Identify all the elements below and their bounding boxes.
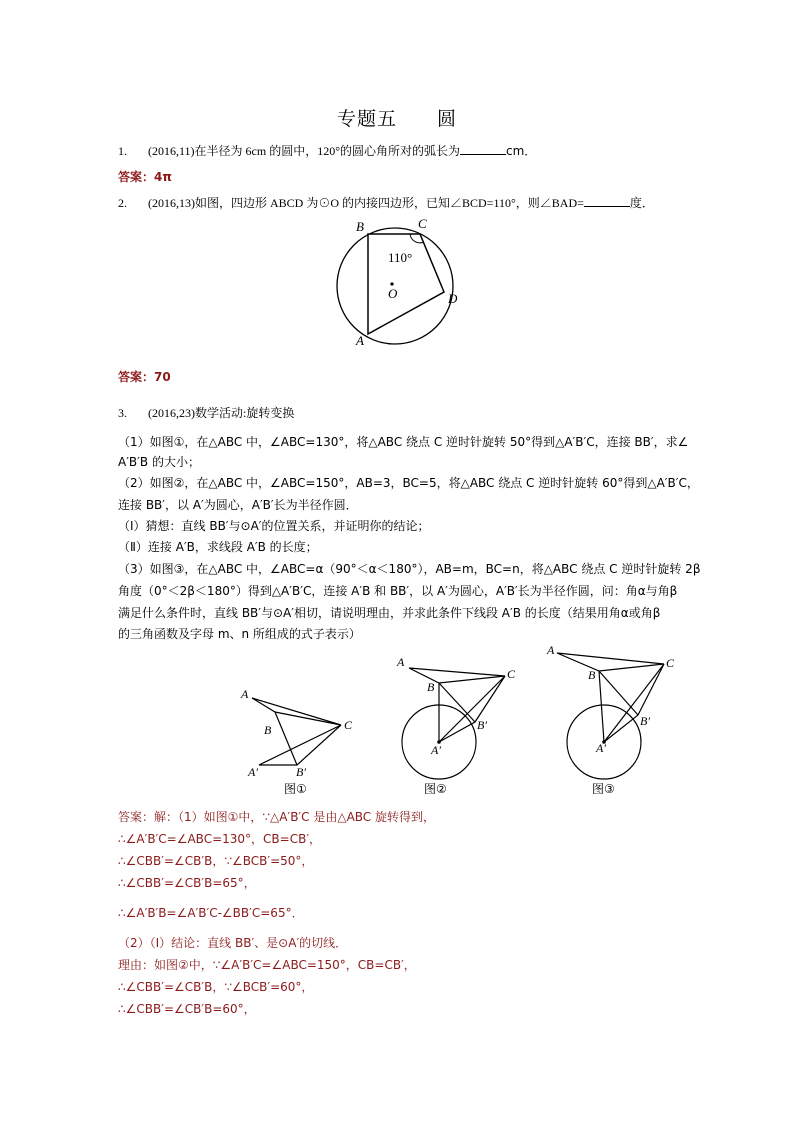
answer-3-line: ∴∠A′B′C=∠ABC=130°，CB=CB′，	[118, 832, 322, 846]
q3-line: （Ⅰ）猜想：直线 BB′与⊙A′的位置关系，并证明你的结论；	[118, 519, 430, 533]
answer-2: 答案：70	[118, 370, 171, 384]
question-2	[118, 194, 654, 211]
title-topic: 圆	[437, 108, 458, 130]
answer-3-line: 理由：如图②中，∵∠A′B′C=∠ABC=150°，CB=CB′，	[118, 958, 416, 972]
q3-line: （2）如图②，在△ABC 中，∠ABC=150°，AB=3，BC=5，将△ABC 绕点 C 逆时针旋转 60°得到△A′B′C，	[118, 476, 699, 490]
answer-3-line: ∴∠A′B′B=∠A′B′C-∠BB′C=65°．	[118, 906, 304, 920]
label-b: B	[356, 219, 364, 234]
label-b-prime: B′	[640, 714, 650, 728]
label-o: O	[388, 286, 398, 301]
answer-3-line: 答案：解：（1）如图①中，∵△A′B′C 是由△ABC 旋转得到，	[118, 810, 435, 824]
caption-figure-1: 图①	[284, 782, 307, 796]
q3-line: 角度（0°＜2β＜180°）得到△A′B′C，连接 A′B 和 BB′，以 A′为圆心，A′B′长为半径作圆，问：角α与角β	[118, 584, 678, 598]
question-number: 2.	[118, 196, 127, 210]
question-number: 1.	[118, 144, 127, 158]
label-b: B	[588, 668, 596, 682]
question-text: (2016,13)如图，四边形 ABCD 为⊙O 的内接四边形，已知∠BCD=110°，则∠BAD=	[148, 196, 584, 210]
label-a-prime: A′	[596, 741, 606, 755]
answer-3-line: （2）（Ⅰ）结论：直线 BB′、是⊙A′的切线．	[118, 936, 348, 950]
q3-line: A′B′B 的大小；	[118, 455, 200, 469]
question-3-header	[118, 404, 294, 421]
q3-line: （Ⅱ）连接 A′B，求线段 A′B 的长度；	[118, 540, 318, 554]
label-a: A	[241, 687, 249, 701]
question-number: 3.	[118, 406, 127, 420]
label-b-prime: B′	[477, 718, 487, 732]
title-main: 专题五	[336, 108, 397, 130]
answer-3-line: ∴∠CBB′=∠CB′B=65°，	[118, 876, 256, 890]
label-b: B	[264, 723, 272, 737]
caption-figure-3: 图③	[592, 782, 615, 796]
figure-2	[395, 650, 530, 798]
q3-line: （3）如图③，在△ABC 中，∠ABC=α（90°＜α＜180°），AB=m，BC=n，将△ABC 绕点 C 逆时针旋转 2β	[118, 562, 701, 576]
answer-1: 答案：4π	[118, 170, 172, 184]
question-tail: cm．	[506, 144, 537, 158]
q3-line: 满足什么条件时，直线 BB′与⊙A′相切，请说明理由，并求此条件下线段 A′B 的长度（结果用角α或角β	[118, 606, 661, 620]
label-a: A	[356, 333, 364, 348]
q3-line: 的三角函数及字母 m、n 所组成的式子表示）	[118, 627, 361, 641]
label-c: C	[344, 718, 353, 732]
label-a-prime: A′	[431, 743, 441, 757]
answer-blank	[460, 143, 506, 155]
answer-blank	[584, 195, 630, 207]
label-b-prime: B′	[296, 765, 306, 779]
cyclic-quadrilateral-figure	[320, 212, 470, 352]
label-c: C	[666, 656, 675, 670]
label-b: B	[427, 680, 435, 694]
figure-3	[540, 640, 680, 798]
caption-figure-2: 图②	[424, 782, 447, 796]
label-a-prime: A′	[248, 765, 258, 779]
question-text: (2016,23)数学活动:旋转变换	[148, 406, 295, 420]
answer-3-line: ∴∠CBB′=∠CB′B，∵∠BCB′=60°，	[118, 980, 314, 994]
angle-label: 110°	[388, 250, 413, 265]
answer-3-line: ∴∠CBB′=∠CB′B=60°，	[118, 1002, 256, 1016]
question-1	[118, 142, 536, 159]
label-a: A	[547, 643, 555, 657]
quadrilateral-abcd	[368, 234, 444, 334]
q3-line: （1）如图①，在△ABC 中，∠ABC=130°，将△ABC 绕点 C 逆时针旋转 50°得到△A′B′C，连接 BB′，求∠	[118, 435, 689, 449]
answer-3-line: ∴∠CBB′=∠CB′B，∵∠BCB′=50°，	[118, 854, 314, 868]
figure-1	[238, 682, 368, 798]
page-title	[0, 104, 794, 131]
label-c: C	[507, 667, 516, 681]
label-a: A	[397, 655, 405, 669]
question-tail: 度．	[629, 196, 654, 210]
q3-line: 连接 BB′，以 A′为圆心，A′B′长为半径作圆．	[118, 498, 358, 512]
label-d: D	[448, 291, 458, 306]
label-c: C	[418, 216, 427, 231]
question-text: (2016,11)在半径为 6cm 的圆中，120°的圆心角所对的弧长为	[148, 144, 461, 158]
